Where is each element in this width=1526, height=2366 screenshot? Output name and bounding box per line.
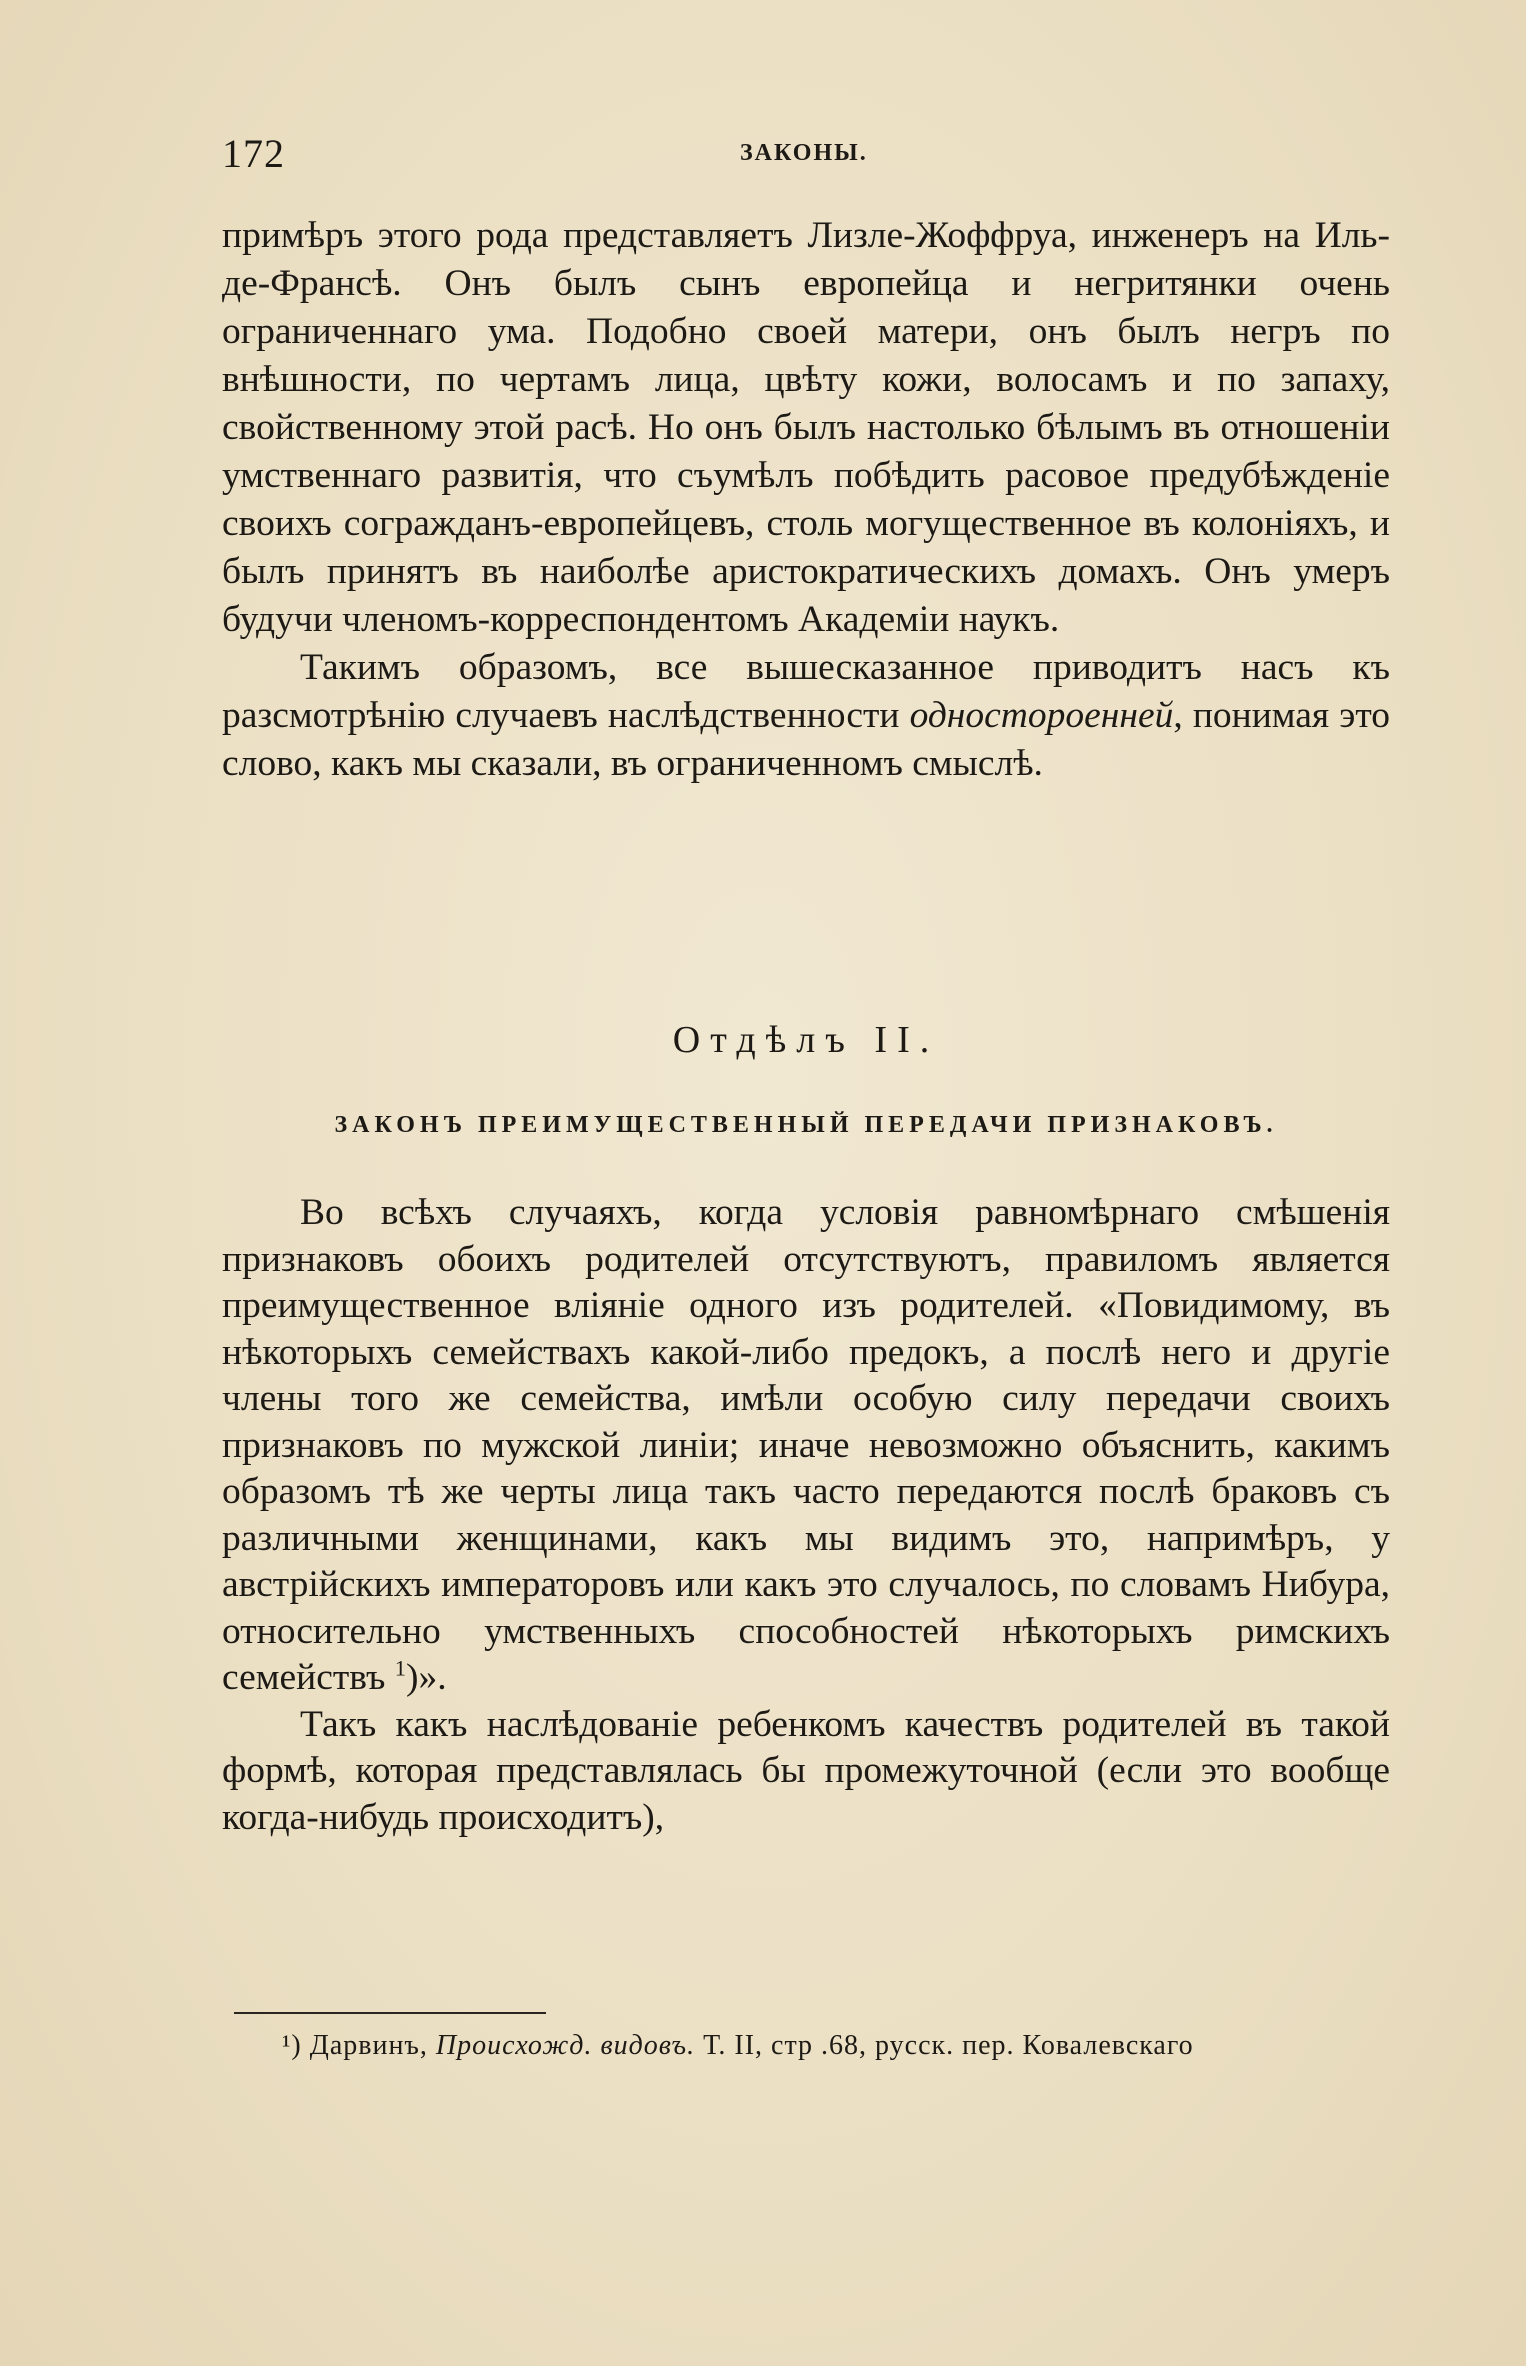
paragraph-2-before: Такимъ образомъ, все вышесказанное приводитъ насъ къ разсмотрѣнію случаевъ наслѣдственности xyxy=(222,647,1390,736)
footnote-title: Происхожд. видовъ. xyxy=(435,2030,696,2061)
paragraph-2-italic: одностороенней xyxy=(909,695,1174,736)
paragraph-1-text: примѣръ этого рода представляетъ Лизле-Жоффруа, инженеръ на Иль-де-Франсѣ. Онъ былъ сынъ европейца и негритянки очень ограниченнаго ума. Подобно своей матери, онъ былъ негръ по внѣшности, по чертамъ лица, цвѣту кожи, волосамъ и по запаху, свойственному этой расѣ. Но онъ былъ настолько бѣлымъ въ отношеніи умственнаго развитія, что съумѣлъ побѣдить расовое предубѣжденіе своихъ согражданъ-европейцевъ, столь могущественное въ колоніяхъ, и былъ принятъ въ наиболѣе аристократическихъ домахъ. Онъ умеръ будучи членомъ-корреспондентомъ Академіи наукъ. xyxy=(222,215,1390,640)
footnote-marker: ¹) xyxy=(282,2030,302,2061)
paragraph-3-text: Во всѣхъ случаяхъ, когда условія равномѣрнаго смѣшенія признаковъ обоихъ родителей отсутствуютъ, правиломъ является преимущественное вліяніе одного изъ родителей. «Повидимому, въ нѣкоторыхъ семействахъ какой-либо предокъ, а послѣ него и другіе члены того же семейства, имѣли особую силу передачи своихъ признаковъ по мужской линіи; иначе невозможно объяснить, какимъ образомъ тѣ же черты лица такъ часто передаются послѣ браковъ съ различными женщинами, какъ мы видимъ это, напримѣръ, у австрійскихъ императоровъ или какъ это случалось, по словамъ Нибура, относительно умственныхъ способностей нѣкоторыхъ римскихъ семействъ xyxy=(222,1192,1390,1698)
page-number: 172 xyxy=(222,131,285,176)
footnote-reference: 1 xyxy=(394,1655,407,1681)
page-header xyxy=(222,130,1390,180)
footnote-divider xyxy=(234,2012,546,2014)
body-text-lower xyxy=(222,1190,1390,1841)
paragraph-2-after: , понимая это слово, какъ мы сказали, въ ограниченномъ смыслѣ. xyxy=(222,695,1391,784)
paragraph-continuation xyxy=(222,212,1390,644)
section-heading: Отдѣлъ II. xyxy=(672,1019,940,1061)
paragraph-4-text: Такъ какъ наслѣдованіе ребенкомъ качествъ родителей въ такой формѣ, которая представлялась бы промежуточной (если это вообще когда-нибудь происходитъ), xyxy=(222,1703,1390,1838)
footnote xyxy=(222,2028,1390,2064)
paragraph-3-closing: )». xyxy=(406,1657,447,1698)
paragraph-section-opening xyxy=(222,1190,1390,1702)
footnote-rest: Т. II, стр .68, русск. пер. Ковалевскаго xyxy=(695,2030,1194,2061)
paragraph-conclusion xyxy=(222,644,1390,788)
section-title: ЗАКОНЪ ПРЕИМУЩЕСТВЕННЫЙ ПЕРЕДАЧИ ПРИЗНАКОВЪ. xyxy=(334,1112,1278,1138)
footnote-author: Дарвинъ, xyxy=(301,2030,436,2061)
paragraph-continuing xyxy=(222,1702,1390,1842)
running-head: ЗАКОНЫ. xyxy=(740,140,868,166)
body-text-upper xyxy=(222,212,1390,788)
